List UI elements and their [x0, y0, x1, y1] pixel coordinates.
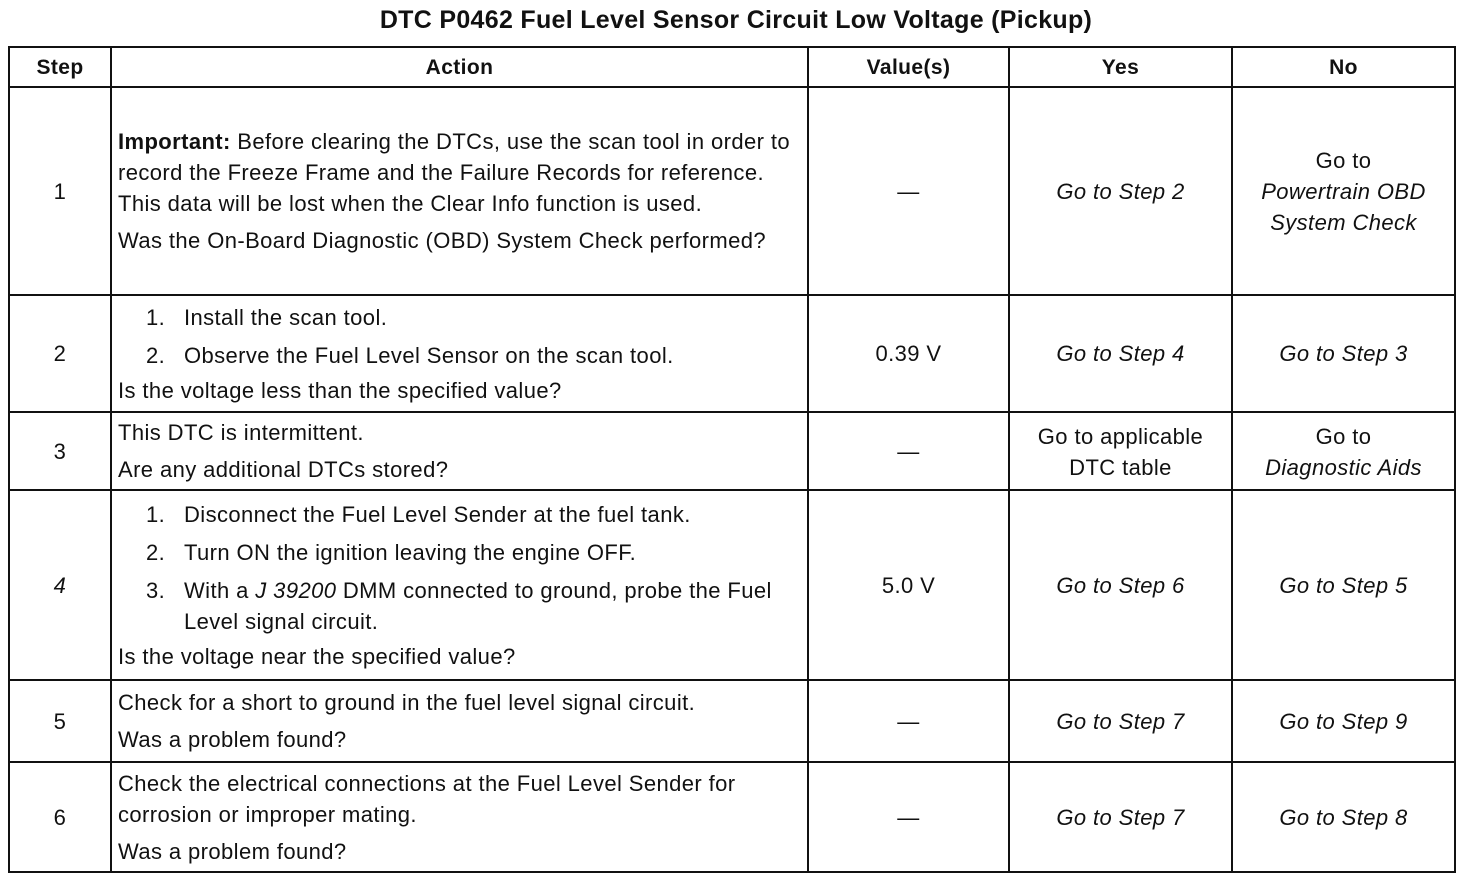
table-row: [9, 87, 1455, 295]
table-header-row: [9, 47, 1455, 87]
action-cell: [111, 295, 808, 412]
action-question: Was a problem found?: [118, 838, 347, 864]
list-number: 1.: [146, 501, 166, 527]
action-cell: [111, 680, 808, 762]
header-no: No: [1232, 47, 1455, 87]
list-item: [146, 575, 801, 637]
table-row: [9, 680, 1455, 762]
yes-cell: [1009, 680, 1232, 762]
list-item: [146, 537, 801, 568]
important-text: Before clearing the DTCs, use the scan tool in order to record the Freeze Frame and the Failure Records for reference. This data will be lost when the Clear Info function is used.: [118, 129, 790, 216]
yes-link[interactable]: Go to Step 4: [1056, 341, 1185, 366]
yes-link[interactable]: Go to Step 7: [1056, 708, 1185, 734]
no-cell: [1232, 762, 1455, 872]
step-number: 4: [9, 490, 111, 680]
no-cell: [1232, 680, 1455, 762]
yes-link[interactable]: Go to Step 7: [1056, 804, 1185, 830]
value-cell: 0.39 V: [808, 295, 1009, 412]
list-item: [146, 340, 801, 371]
header-yes: Yes: [1009, 47, 1232, 87]
action-cell: [111, 412, 808, 490]
no-cell: [1232, 490, 1455, 680]
action-cell: [111, 762, 808, 872]
procedure-list: [118, 499, 801, 637]
header-action: Action: [111, 47, 808, 87]
table-row: [9, 412, 1455, 490]
list-text-pre: With a: [184, 577, 256, 603]
table-row: [9, 762, 1455, 872]
procedure-list: [118, 302, 801, 371]
document-title: DTC P0462 Fuel Level Sensor Circuit Low Voltage (Pickup): [379, 6, 1093, 34]
yes-link[interactable]: Go to Step 6: [1056, 572, 1185, 598]
no-link[interactable]: Diagnostic Aids: [1265, 455, 1422, 480]
diagnostic-table: [8, 46, 1456, 873]
no-link[interactable]: Go to Step 8: [1279, 804, 1408, 830]
no-link[interactable]: Powertrain OBD System Check: [1261, 178, 1426, 235]
step-number: 2: [9, 295, 111, 412]
step-number: 1: [9, 87, 111, 295]
no-cell: [1232, 295, 1455, 412]
action-question: Are any additional DTCs stored?: [118, 457, 449, 482]
action-text: Check for a short to ground in the fuel level signal circuit.: [118, 690, 696, 715]
list-number: 1.: [146, 304, 166, 330]
action-question: Is the voltage near the specified value?: [118, 643, 516, 669]
list-item: [146, 499, 801, 530]
action-cell: [111, 490, 808, 680]
step-number: 6: [9, 762, 111, 872]
action-cell: [111, 87, 808, 295]
action-text: This DTC is intermittent.: [118, 420, 364, 445]
yes-link[interactable]: Go to applicable DTC table: [1037, 424, 1204, 480]
no-prefix: Go to: [1315, 424, 1372, 449]
list-text: Turn ON the ignition leaving the engine OFF.: [184, 539, 637, 565]
value-cell: 5.0 V: [808, 490, 1009, 680]
value-cell: —: [808, 680, 1009, 762]
tool-reference: J 39200: [255, 577, 337, 603]
step-number: 3: [9, 412, 111, 490]
yes-cell: [1009, 412, 1232, 490]
action-text: Check the electrical connections at the Fuel Level Sender for corrosion or improper mating.: [118, 770, 736, 827]
no-prefix: Go to: [1315, 147, 1372, 173]
value-cell: —: [808, 762, 1009, 872]
no-cell: [1232, 87, 1455, 295]
header-step: Step: [9, 47, 111, 87]
list-text: Observe the Fuel Level Sensor on the scan tool.: [184, 342, 674, 368]
table-row: [9, 295, 1455, 412]
action-question: Was a problem found?: [118, 727, 347, 752]
list-number: 3.: [146, 577, 166, 603]
no-link[interactable]: Go to Step 9: [1279, 708, 1408, 734]
table-row: [9, 490, 1455, 680]
step-number: 5: [9, 680, 111, 762]
yes-cell: [1009, 87, 1232, 295]
yes-cell: [1009, 762, 1232, 872]
header-values: Value(s): [808, 47, 1009, 87]
list-number: 2.: [146, 539, 166, 565]
yes-cell: [1009, 490, 1232, 680]
list-text: Install the scan tool.: [184, 304, 388, 330]
yes-link[interactable]: Go to Step 2: [1056, 178, 1185, 204]
action-question: Was the On-Board Diagnostic (OBD) System Check performed?: [118, 228, 766, 253]
value-cell: —: [808, 87, 1009, 295]
important-label: Important:: [118, 129, 231, 154]
important-note: [118, 126, 801, 219]
no-link[interactable]: Go to Step 3: [1279, 341, 1408, 366]
list-number: 2.: [146, 342, 166, 368]
list-item: [146, 302, 801, 333]
action-question: Is the voltage less than the specified value?: [118, 377, 562, 403]
no-cell: [1232, 412, 1455, 490]
no-link[interactable]: Go to Step 5: [1279, 572, 1408, 598]
list-text-post: DMM connected to ground, probe the Fuel Level signal circuit.: [184, 577, 772, 634]
value-cell: —: [808, 412, 1009, 490]
yes-cell: [1009, 295, 1232, 412]
list-text: Disconnect the Fuel Level Sender at the fuel tank.: [184, 501, 691, 527]
